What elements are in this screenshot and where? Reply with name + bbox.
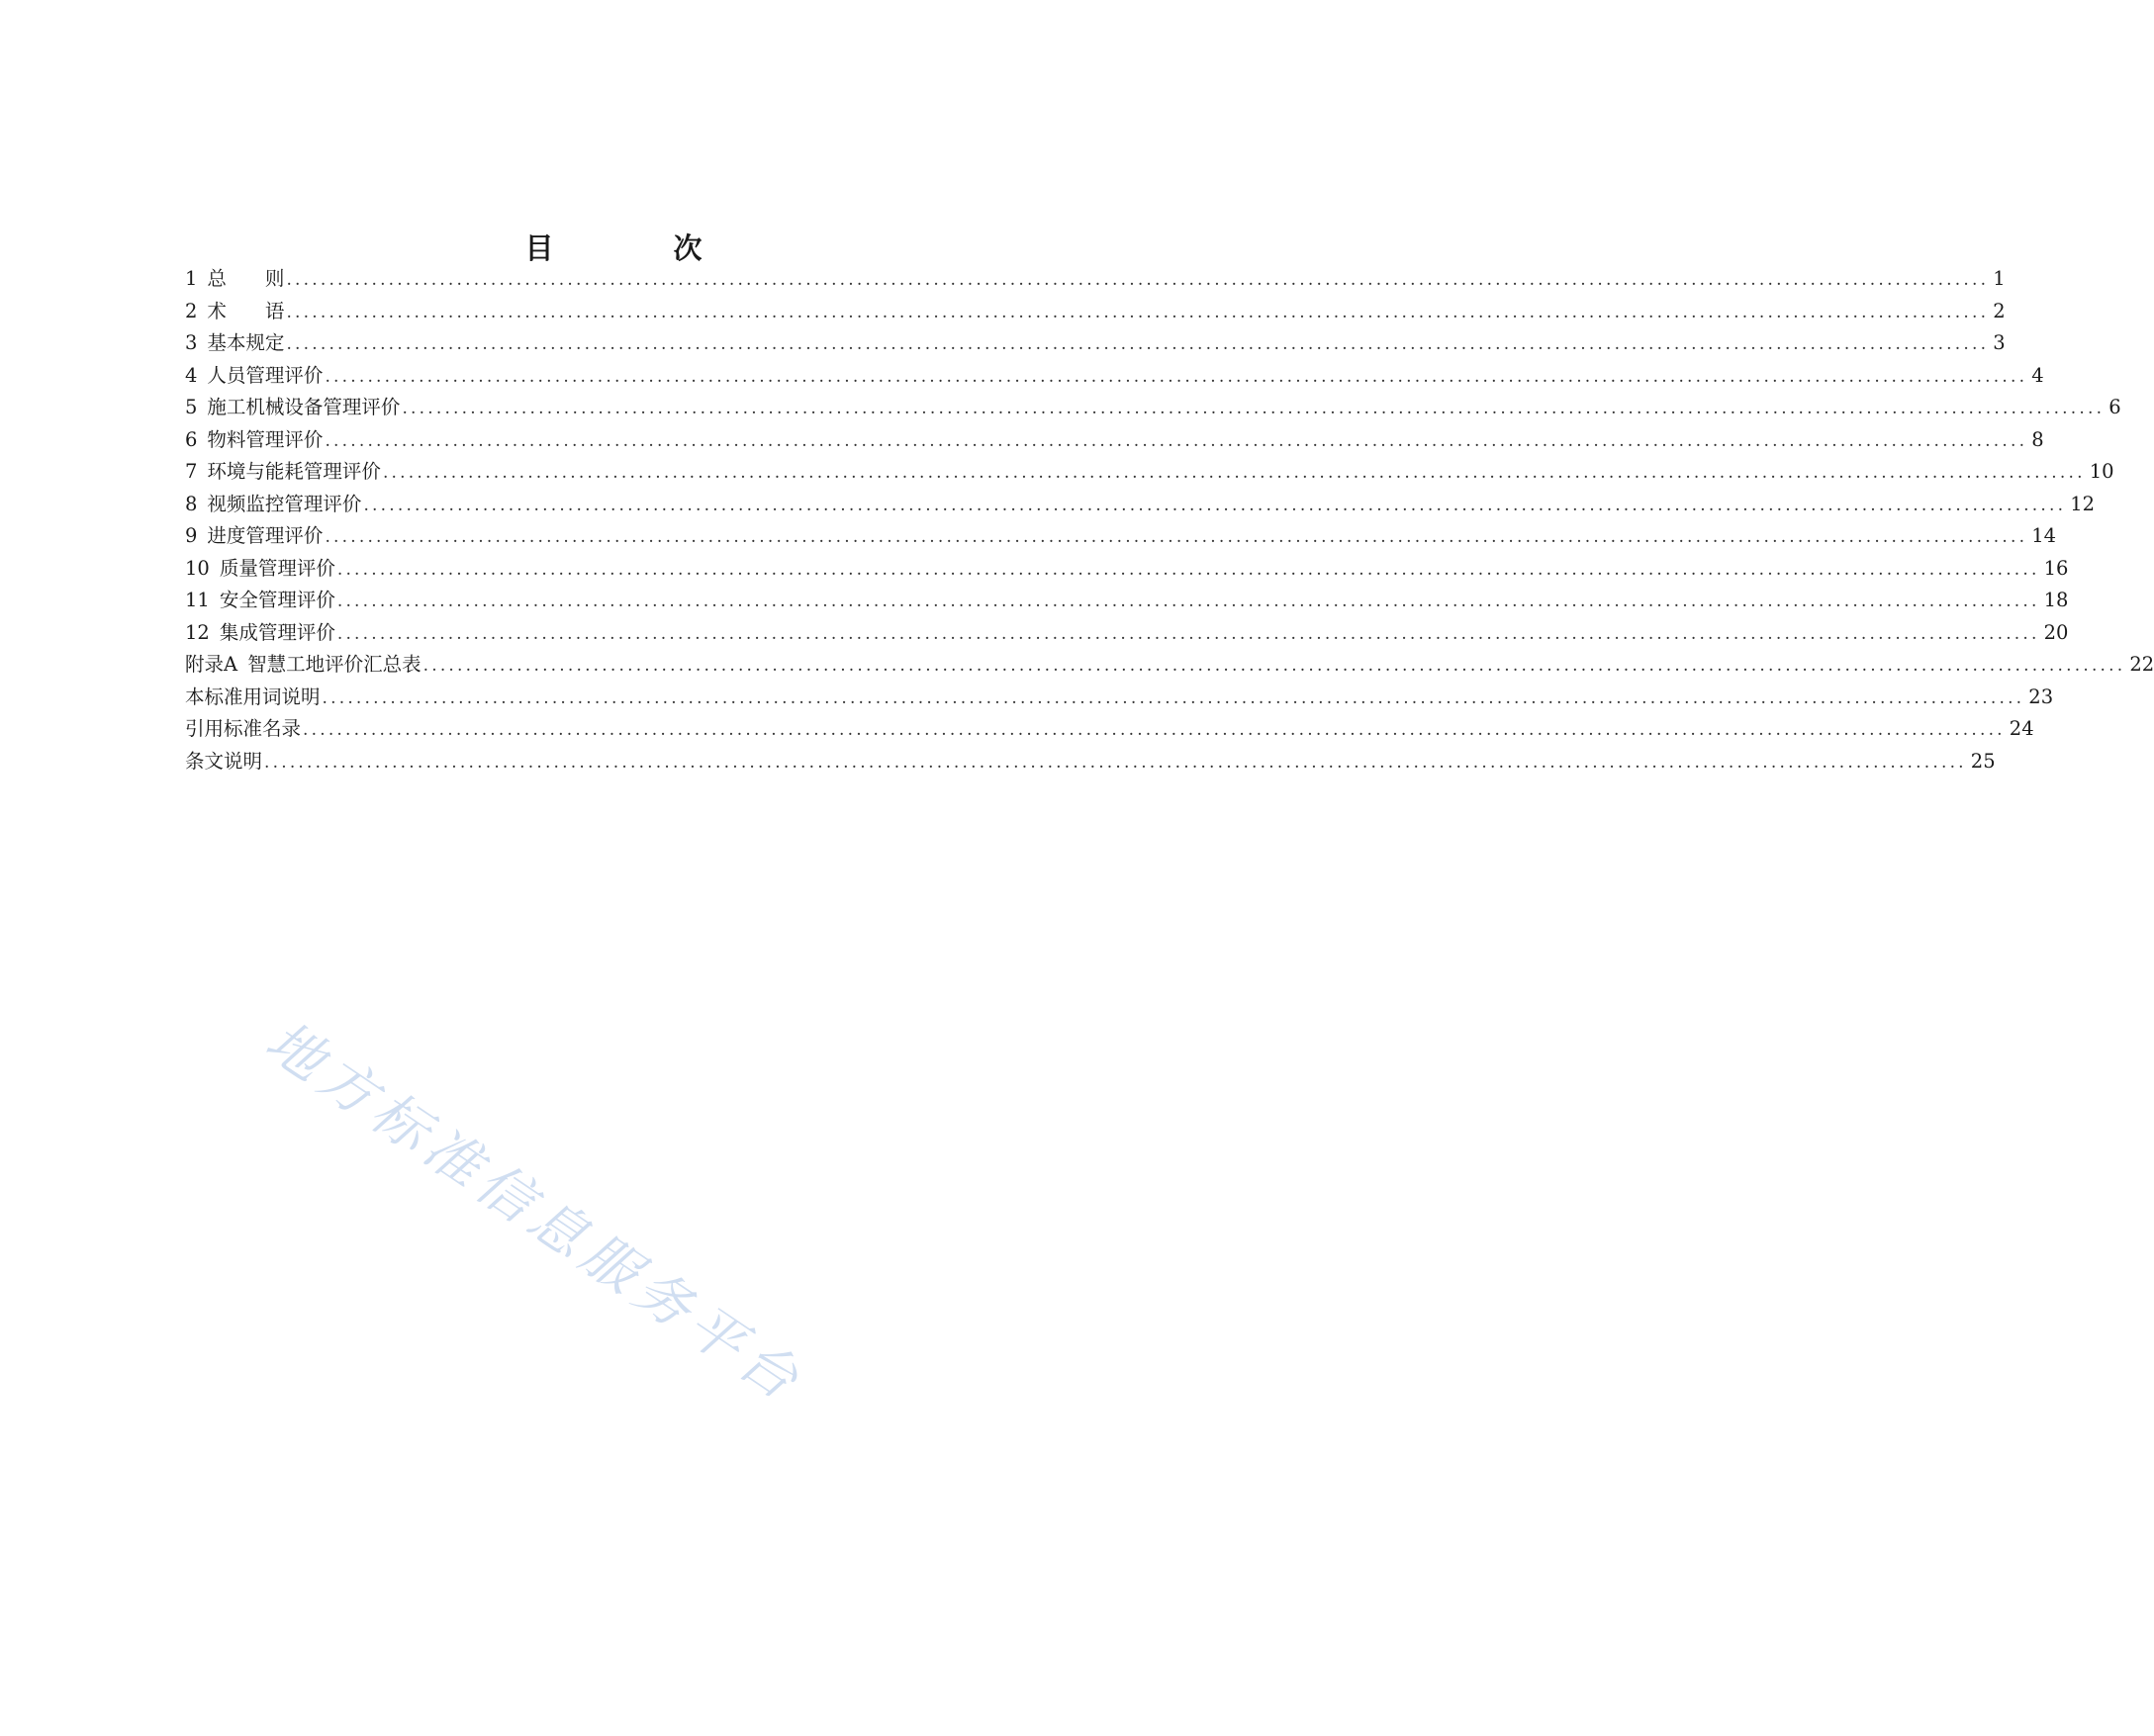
toc-entry-number: 1 [185,267,198,290]
toc-entry[interactable] [185,296,2006,328]
toc-entry-number: 10 [185,556,210,580]
toc-entry[interactable] [185,424,2044,457]
toc-entry-number: 6 [185,427,198,451]
toc-entry-page: 1 [1993,267,2006,290]
toc-entry-title: 总 则 [207,267,285,290]
toc-entry[interactable] [185,553,2069,586]
toc-dot-leader: ........................................................................................................................................................................................................ [264,752,1967,773]
toc-entry-number: 4 [185,363,198,387]
toc-entry-title: 基本规定 [207,331,285,354]
toc-entry[interactable] [185,682,2054,714]
toc-entry-title: 施工机械设备管理评价 [207,396,401,418]
watermark-text: 地方标准信息服务平台 [253,1008,815,1416]
toc-entry-page: 3 [1993,331,2006,354]
toc-entry-number: 附录A [185,653,238,676]
toc-entry-number: 7 [185,460,198,483]
toc-entry-number: 9 [185,524,198,547]
toc-entry-title: 本标准用词说明 [185,685,321,708]
toc-entry[interactable] [185,649,2154,682]
toc-entry-page: 2 [1993,299,2006,322]
toc-entry-page: 6 [2108,396,2121,418]
toc-entry-page: 4 [2031,363,2044,387]
toc-entry-title: 引用标准名录 [185,717,302,740]
toc-entry[interactable] [185,746,1996,778]
toc-dot-leader: ........................................................................................................................................................................................................ [325,527,2028,547]
toc-dot-leader: ........................................................................................................................................................................................................ [325,366,2028,387]
toc-entry[interactable] [185,520,2057,553]
toc-dot-leader: ........................................................................................................................................................................................................ [336,623,2040,644]
toc-dot-leader: ........................................................................................................................................................................................................ [322,687,2025,708]
toc-entry-number: 3 [185,331,198,354]
toc-entry-page: 18 [2043,589,2069,611]
toc-dot-leader: ........................................................................................................................................................................................................ [382,463,2086,483]
toc-entry-page: 25 [1970,749,1996,773]
toc-entry-page: 8 [2031,427,2044,451]
toc-dot-leader: ........................................................................................................................................................................................................ [286,270,1990,290]
toc-entry[interactable] [185,489,2096,521]
toc-entry-number: 11 [185,589,210,611]
table-of-contents [185,263,2154,777]
toc-entry-title: 安全管理评价 [219,589,335,611]
toc-entry-title: 集成管理评价 [219,620,335,644]
toc-dot-leader: ........................................................................................................................................................................................................ [325,430,2028,451]
toc-entry[interactable] [185,360,2044,393]
toc-entry-title: 术 语 [207,299,285,322]
toc-dot-leader: ........................................................................................................................................................................................................ [286,334,1990,354]
toc-entry[interactable] [185,585,2069,617]
toc-dot-leader: ........................................................................................................................................................................................................ [402,399,2106,418]
toc-entry-title: 视频监控管理评价 [207,492,362,515]
toc-dot-leader: ........................................................................................................................................................................................................ [286,302,1990,322]
toc-entry-page: 16 [2043,556,2069,580]
toc-entry-page: 10 [2089,460,2114,483]
toc-entry-title: 质量管理评价 [219,556,335,580]
toc-dot-leader: ........................................................................................................................................................................................................ [303,720,2006,740]
toc-entry-page: 22 [2129,653,2154,676]
toc-entry-page: 23 [2028,685,2054,708]
toc-entry-title: 条文说明 [185,749,263,773]
toc-entry[interactable] [185,263,2006,296]
toc-entry-page: 24 [2009,717,2034,740]
toc-entry-number: 8 [185,492,198,515]
toc-entry[interactable] [185,456,2114,489]
toc-dot-leader: ........................................................................................................................................................................................................ [363,495,2067,515]
toc-entry-title: 进度管理评价 [207,524,324,547]
toc-entry-title: 人员管理评价 [207,363,324,387]
toc-entry-page: 14 [2031,524,2057,547]
toc-entry-number: 2 [185,299,198,322]
page-title: 目 次 [524,231,748,266]
toc-entry[interactable] [185,392,2121,424]
toc-entry[interactable] [185,327,2006,360]
toc-dot-leader: ........................................................................................................................................................................................................ [336,592,2040,611]
toc-entry-title: 环境与能耗管理评价 [207,460,381,483]
toc-entry-title: 物料管理评价 [207,427,324,451]
toc-entry-page: 12 [2070,492,2096,515]
toc-dot-leader: ........................................................................................................................................................................................................ [422,656,2126,676]
toc-entry[interactable] [185,617,2069,650]
toc-entry-title: 智慧工地评价汇总表 [247,653,421,676]
toc-entry[interactable] [185,713,2034,746]
toc-entry-number: 5 [185,396,198,418]
toc-entry-number: 12 [185,620,210,644]
toc-dot-leader: ........................................................................................................................................................................................................ [336,559,2040,580]
toc-entry-page: 20 [2043,620,2069,644]
